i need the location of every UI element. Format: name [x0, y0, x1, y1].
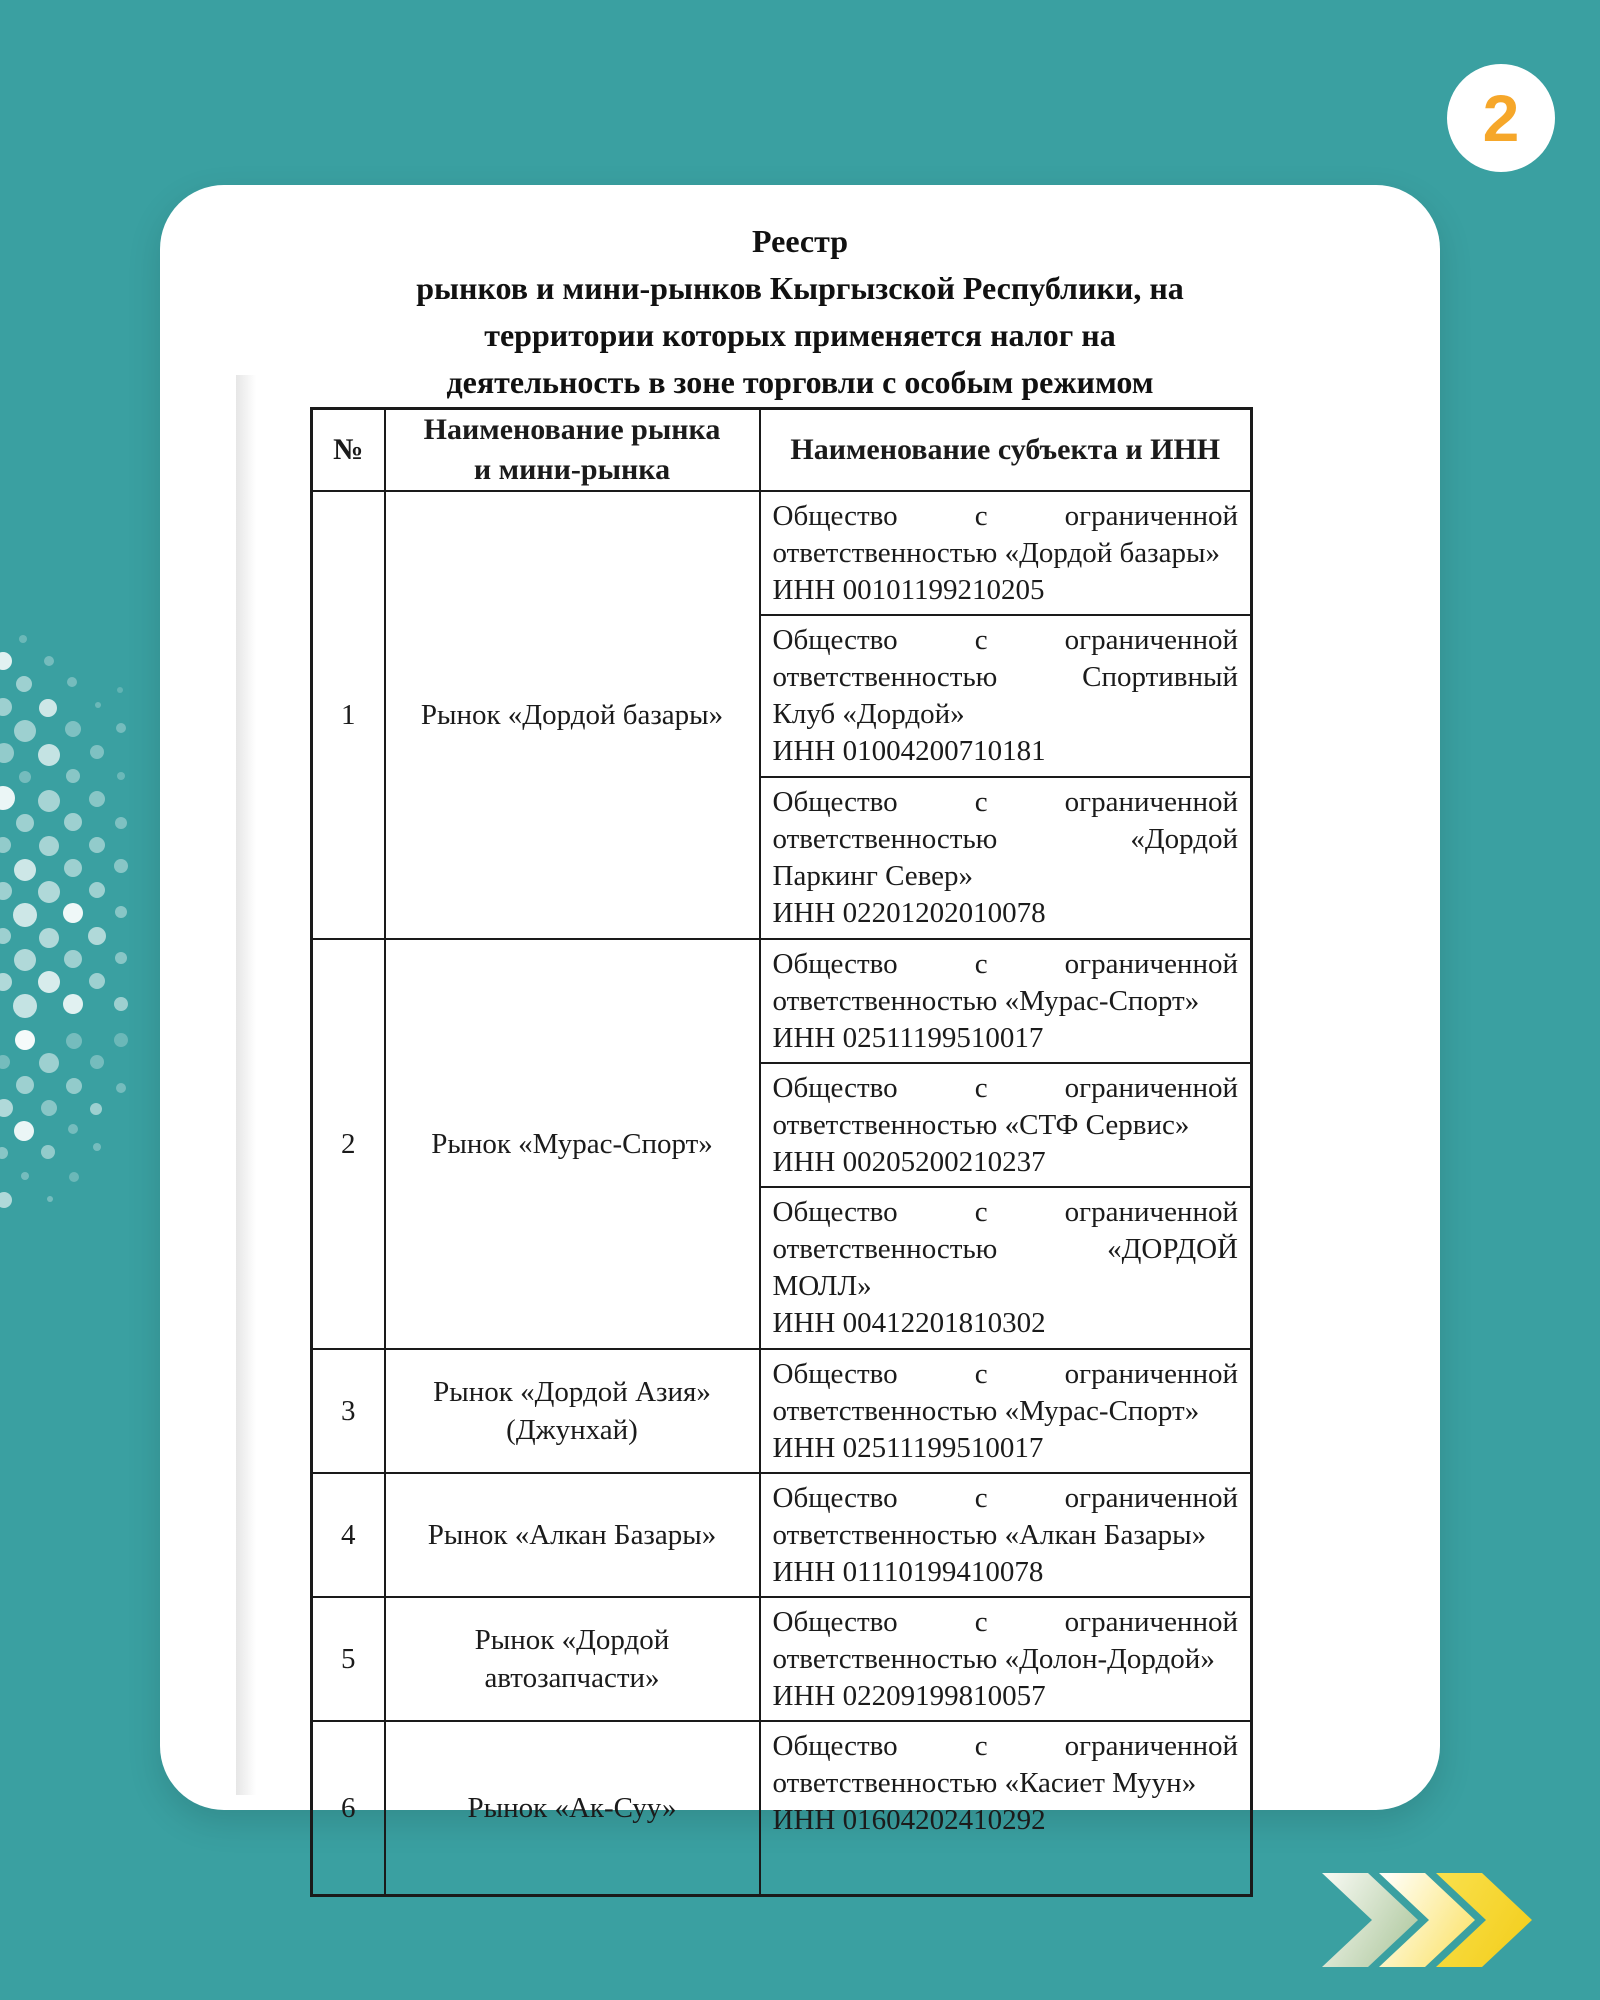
subject-company-line: Общество с ограниченной: [772, 1730, 1238, 1762]
subject-inn: ИНН 01604202410292: [772, 1804, 1046, 1836]
title-line: рынков и мини-рынков Кыргызской Республики, на: [416, 270, 1184, 306]
registry-table: [310, 407, 1253, 1897]
scan-edge-shadow: [236, 375, 256, 1795]
subject-cell: [760, 777, 1252, 939]
subject-inn: ИНН 00412201810302: [772, 1307, 1046, 1339]
table-row: [312, 1473, 1252, 1597]
subject-cell: [760, 615, 1252, 777]
page-number: 2: [1482, 81, 1520, 155]
market-name-cell: Рынок «Дордой базары»: [385, 491, 760, 939]
header-subject: Наименование субъекта и ИНН: [760, 409, 1252, 492]
subject-cell: [760, 1349, 1252, 1473]
subject-company-line: Общество с ограниченной: [772, 1072, 1238, 1104]
subject-company-line: ответственностью Спортивный: [772, 661, 1238, 693]
subject-cell: [760, 939, 1252, 1063]
subject-company-line: ответственностью «ДОРДОЙ: [772, 1233, 1238, 1265]
subject-company-line: Общество с ограниченной: [772, 624, 1238, 656]
subject-inn: ИНН 02511199510017: [772, 1022, 1044, 1054]
chevron-icon: [1379, 1873, 1475, 1967]
title-line: Реестр: [751, 223, 849, 259]
subject-company-line: МОЛЛ»: [772, 1270, 872, 1302]
subject-company-line: Общество с ограниченной: [772, 786, 1238, 818]
market-name-cell: Рынок «Дордой автозапчасти»: [385, 1597, 760, 1721]
subject-inn: ИНН 01004200710181: [772, 735, 1046, 767]
subject-company-line: ответственностью «Мурас-Спорт»: [772, 1395, 1200, 1427]
subject-cell: [760, 1063, 1252, 1187]
header-market-line: и мини-рынка: [473, 453, 671, 486]
table-header-row: [312, 409, 1252, 492]
market-name-cell: Рынок «Алкан Базары»: [385, 1473, 760, 1597]
row-number-cell: 4: [312, 1473, 385, 1597]
subject-company-line: ответственностью «Алкан Базары»: [772, 1519, 1207, 1551]
subject-company-line: ответственностью «Мурас-Спорт»: [772, 985, 1200, 1017]
dots-pattern-icon: [0, 0, 140, 1210]
document-title: [160, 218, 1440, 406]
document-card: [160, 185, 1440, 1836]
table-row: [312, 491, 1252, 615]
subject-cell: [760, 1473, 1252, 1597]
row-number-cell: 3: [312, 1349, 385, 1473]
subject-company-line: Общество с ограниченной: [772, 500, 1238, 532]
subject-inn: ИНН 02201202010078: [772, 897, 1046, 929]
row-number-cell: 1: [312, 491, 385, 939]
row-number-cell: 5: [312, 1597, 385, 1721]
chevron-icon: [1322, 1873, 1418, 1967]
table-row: [312, 939, 1252, 1063]
subject-inn: ИНН 00205200210237: [772, 1146, 1046, 1178]
header-market-line: Наименование рынка: [423, 413, 721, 446]
page-number-badge: [1447, 64, 1555, 172]
subject-inn: ИНН 01110199410078: [772, 1556, 1044, 1588]
row-number-cell: 6: [312, 1721, 385, 1896]
subject-company-line: Паркинг Север»: [772, 860, 974, 892]
chevrons-next-icon: [1322, 1872, 1534, 1968]
title-line: территории которых применяется налог на: [484, 317, 1116, 353]
table-row: [312, 1597, 1252, 1721]
subject-cell: [760, 1597, 1252, 1721]
title-line: деятельность в зоне торговли с особым режимом: [446, 364, 1154, 400]
chevron-icon: [1436, 1873, 1532, 1967]
subject-company-line: ответственностью «СТФ Сервис»: [772, 1109, 1190, 1141]
subject-company-line: Общество с ограниченной: [772, 1606, 1238, 1638]
subject-company-line: Общество с ограниченной: [772, 1196, 1238, 1228]
subject-cell: [760, 1721, 1252, 1896]
subject-company-line: ответственностью «Дордой: [772, 823, 1238, 855]
table-row: [312, 1349, 1252, 1473]
row-number-cell: 2: [312, 939, 385, 1349]
market-name-cell: Рынок «Мурас-Спорт»: [385, 939, 760, 1349]
subject-company-line: Общество с ограниченной: [772, 1482, 1238, 1514]
subject-inn: ИНН 02209199810057: [772, 1680, 1046, 1712]
subject-cell: [760, 491, 1252, 615]
header-num: №: [312, 409, 385, 492]
subject-company-line: Общество с ограниченной: [772, 1358, 1238, 1390]
subject-company-line: ответственностью «Долон-Дордой»: [772, 1643, 1215, 1675]
subject-company-line: Общество с ограниченной: [772, 948, 1238, 980]
market-name-cell: Рынок «Ак-Суу»: [385, 1721, 760, 1896]
market-name-cell: Рынок «Дордой Азия» (Джунхай): [385, 1349, 760, 1473]
header-market: [385, 409, 760, 492]
registry-table-container: [310, 407, 1258, 1836]
subject-company-line: ответственностью «Дордой базары»: [772, 537, 1220, 569]
subject-inn: ИНН 00101199210205: [772, 574, 1045, 606]
subject-company-line: ответственностью «Касиет Муун»: [772, 1767, 1197, 1799]
subject-inn: ИНН 02511199510017: [772, 1432, 1044, 1464]
subject-cell: [760, 1187, 1252, 1349]
table-row: [312, 1721, 1252, 1896]
subject-company-line: Клуб «Дордой»: [772, 698, 965, 730]
